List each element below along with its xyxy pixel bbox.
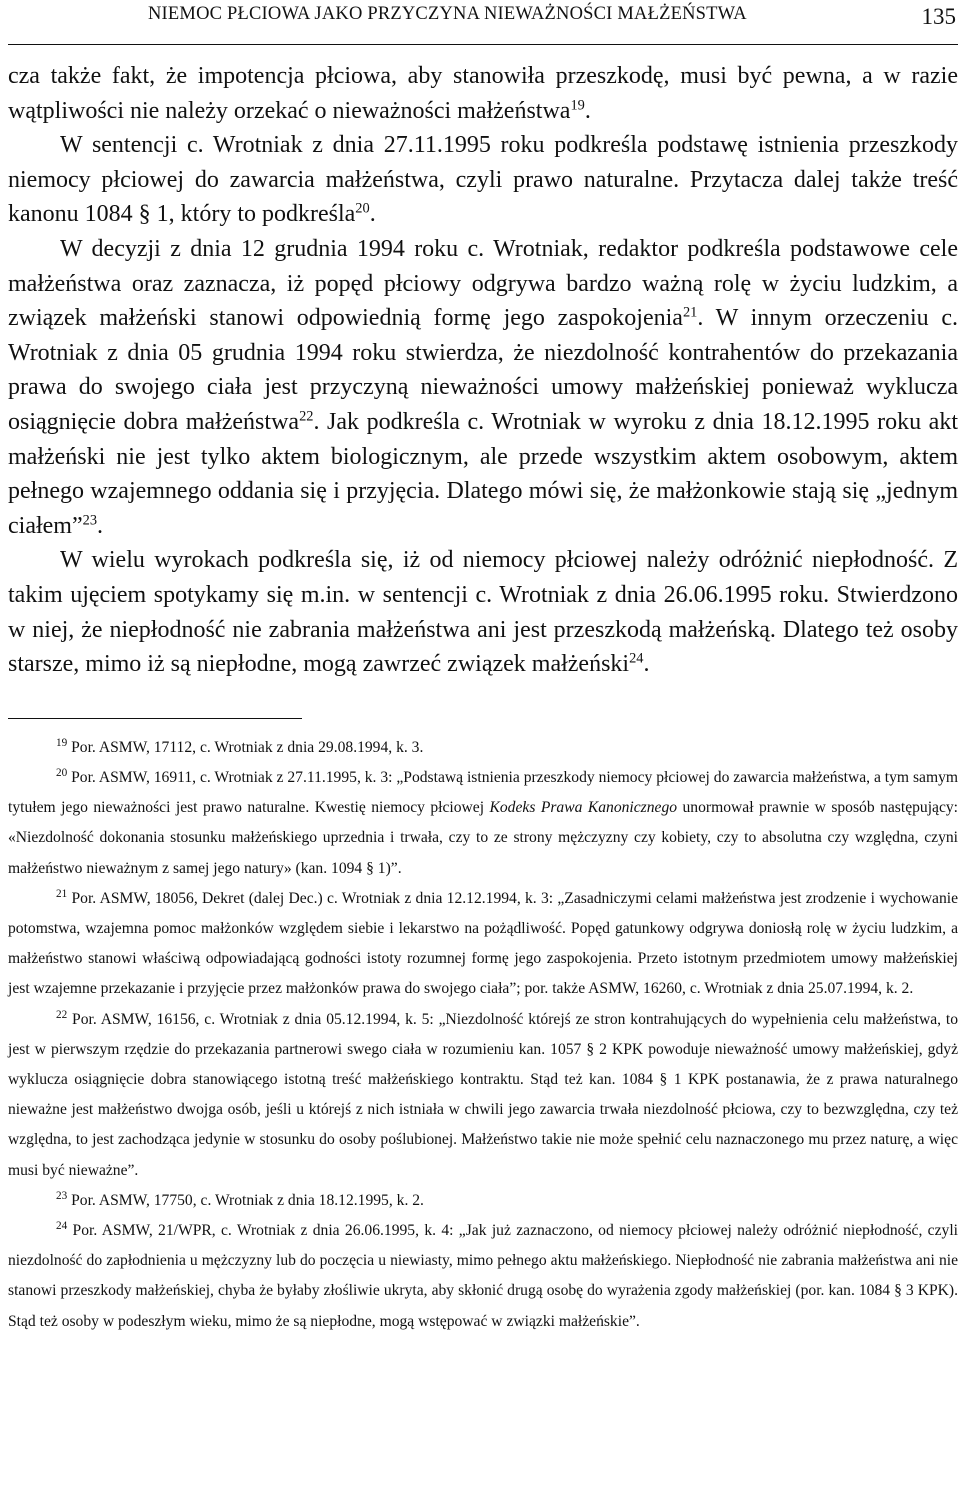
paragraph-text: . W innym orzeczeniu c. Wrotniak z dnia 05 grudnia 1994 roku stwierdza, że niezdolność kontrahentów do przekazania prawa do swojego ciała jest przyczyną nieważności umowy małżeńskiej ponieważ wyklucza osiągnięcie dobra małżeństwa	[8, 305, 959, 435]
paragraph-text: .	[584, 97, 591, 124]
footnote-ref-20: 20	[355, 200, 370, 217]
paragraph-4	[8, 543, 958, 681]
footnote-text: Por. ASMW, 16156, c. Wrotniak z dnia 05.12.1994, k. 5: „Niezdolność którejś ze stron kontrahujących do wypełnienia celu małżeństwa, to jest w pierwszym rzędzie do przekazania partnerowi swego ciała w rozumieniu kan. 1057 § 2 KPK powoduje nieważność umowy małżeńskiej, gdyż wyklucza osiągnięcie dobra stanowiącego istotną treść małżeńskiego kontraktu. Stąd też kan. 1084 § 1 KPK postanawia, że z prawa naturalnego nieważne jest małżeństwo dwojga osób, jeśli u którejś z nich istniała w chwili jego zawarcia trwała niezdolność płciowa, czy to bezwzględna, czy też względna, to jest zachodząca jedynie w stosunku do osoby poślubionej. Małżeństwo takie nie może spełnić celu naznaczonego mu przez naturę, a więc musi być nieważne”.	[8, 1010, 958, 1179]
footnote-21	[8, 884, 958, 1005]
footnotes	[8, 733, 958, 1337]
footnote-ref-21: 21	[682, 304, 698, 321]
footnote-22	[8, 1005, 958, 1186]
footnote-separator	[8, 718, 302, 719]
footnote-ref-19: 19	[570, 96, 585, 113]
paragraph-3	[8, 232, 958, 543]
paragraph-text: W sentencji c. Wrotniak z dnia 27.11.1995 roku podkreśla podstawę istnienia przeszkody niemocy płciowej do zawarcia małżeństwa, czyli prawo naturalne. Przytacza dalej także treść kanonu 1084 § 1, który to podkreśla	[8, 132, 958, 228]
footnote-text: Por. ASMW, 17750, c. Wrotniak z dnia 18.12.1995, k. 2.	[67, 1191, 424, 1209]
footnote-number: 21	[56, 887, 68, 900]
footnote-text: Por. ASMW, 16911, c. Wrotniak z 27.11.1995, k. 3: „Podstawą istnienia przeszkody niemocy płciowej do zawarcia małżeństwa, a tym samym tytułem jego nieważności jest prawo naturalne. Kwestię niemocy płciowej	[8, 768, 958, 817]
footnote-24	[8, 1216, 958, 1337]
page-number: 135	[921, 4, 956, 29]
footnote-ref-24: 24	[629, 650, 644, 667]
footnote-text: Por. ASMW, 21/WPR, c. Wrotniak z dnia 26.06.1995, k. 4: „Jak już zaznaczono, od niemocy płciowej należy odróżnić niepłodność, czyli niezdolność do zapłodnienia u mężczyzny lub do poczęcia u niewiasty, mimo pełnego aktu małżeńskiego. Niepłodność nie zabrania małżeństwa ani nie stanowi przeszkody małżeńskiej, chyba że byłaby złośliwie ukryta, aby skłonić drugą osobę do wyrażenia zgody małżeńskiej (por. kan. 1084 § 3 KPK). Stąd też osoby w podeszłym wieku, mimo że są niepłodne, mogą wstępować w związki małżeńskie”.	[8, 1221, 958, 1330]
footnote-text: Por. ASMW, 17112, c. Wrotniak z dnia 29.08.1994, k. 3.	[67, 738, 424, 756]
paragraph-text: .	[97, 512, 104, 539]
paragraph-text: .	[369, 201, 376, 228]
footnote-number: 24	[56, 1219, 68, 1232]
page	[8, 0, 958, 1337]
footnote-19	[8, 733, 958, 763]
footnote-23	[8, 1186, 958, 1216]
footnote-italic-title: Kodeks Prawa Kanonicznego	[489, 799, 678, 817]
running-title: NIEMOC PŁCIOWA JAKO PRZYCZYNA NIEWAŻNOŚCI MAŁŻEŃSTWA	[148, 4, 747, 24]
paragraph-2	[8, 128, 958, 232]
footnote-number: 19	[56, 736, 68, 749]
paragraph-1	[8, 59, 958, 128]
footnote-text: unormował prawnie w sposób następujący: «Niezdolność dokonania stosunku małżeńskiego uprzednia i trwała, czy to ze strony mężczyzny czy kobiety, czy to absolutna czy względna, czyni małżeństwo nieważnym z samej jego natury» (kan. 1094 § 1)”.	[8, 799, 959, 877]
paragraph-text: W decyzji z dnia 12 grudnia 1994 roku c. Wrotniak, redaktor podkreśla podstawowe cele małżeństwa oraz zaznacza, iż popęd płciowy odgrywa bardzo ważną rolę w życiu ludzkim, a związek małżeński stanowi odpowiednią formę jego zaspokojenia	[8, 235, 958, 332]
paragraph-text: .	[643, 651, 650, 678]
main-text	[8, 59, 958, 682]
footnote-20	[8, 763, 958, 884]
footnote-number: 20	[56, 766, 68, 779]
footnote-number: 23	[56, 1189, 68, 1202]
paragraph-text: cza także fakt, że impotencja płciowa, aby stanowiła przeszkodę, musi być pewna, a w razie wątpliwości nie należy orzekać o nieważności małżeństwa	[8, 63, 958, 124]
footnote-text: Por. ASMW, 18056, Dekret (dalej Dec.) c. Wrotniak z dnia 12.12.1994, k. 3: „Zasadniczymi celami małżeństwa jest zrodzenie i wychowanie potomstwa, wzajemna pomoc małżonków względem siebie i lekarstwo na pożądliwość. Popęd gatunkowy odgrywa doniosłą rolę w życiu ludzkim, a małżeństwo stanowi właściwą odpowiadającą godności istoty rozumnej formę jego zaspokojenia. Przeto istotnym przedmiotem umowy małżeńskiej jest wzajemne przekazanie i przyjęcie przez małżonków prawa do swojego ciała”; por. także ASMW, 16260, c. Wrotniak z dnia 25.07.1994, k. 2.	[8, 889, 958, 998]
paragraph-text: W wielu wyrokach podkreśla się, iż od niemocy płciowej należy odróżnić niepłodność. Z takim ujęciem spotykamy się m.in. w sentencji c. Wrotniak z dnia 26.06.1995 roku. Stwierdzono w niej, że niepłodność nie zabrania małżeństwa ani jest przeszkodą małżeńską. Dlatego też osoby starsze, mimo iż są niepłodne, mogą zawrzeć związek małżeński	[8, 547, 958, 678]
running-header	[8, 0, 958, 45]
footnote-ref-23: 23	[82, 512, 98, 529]
footnote-ref-22: 22	[299, 408, 314, 425]
paragraph-text: . Jak podkreśla c. Wrotniak w wyroku z dnia 18.12.1995 roku akt małżeński nie jest tylko aktem biologicznym, ale przede wszystkim aktem osobowym, aktem pełnego wzajemnego oddania się i przyjęcia. Dlatego mówi się, że małżonkowie stają się „jednym ciałem”	[8, 408, 958, 539]
footnote-number: 22	[56, 1008, 68, 1021]
